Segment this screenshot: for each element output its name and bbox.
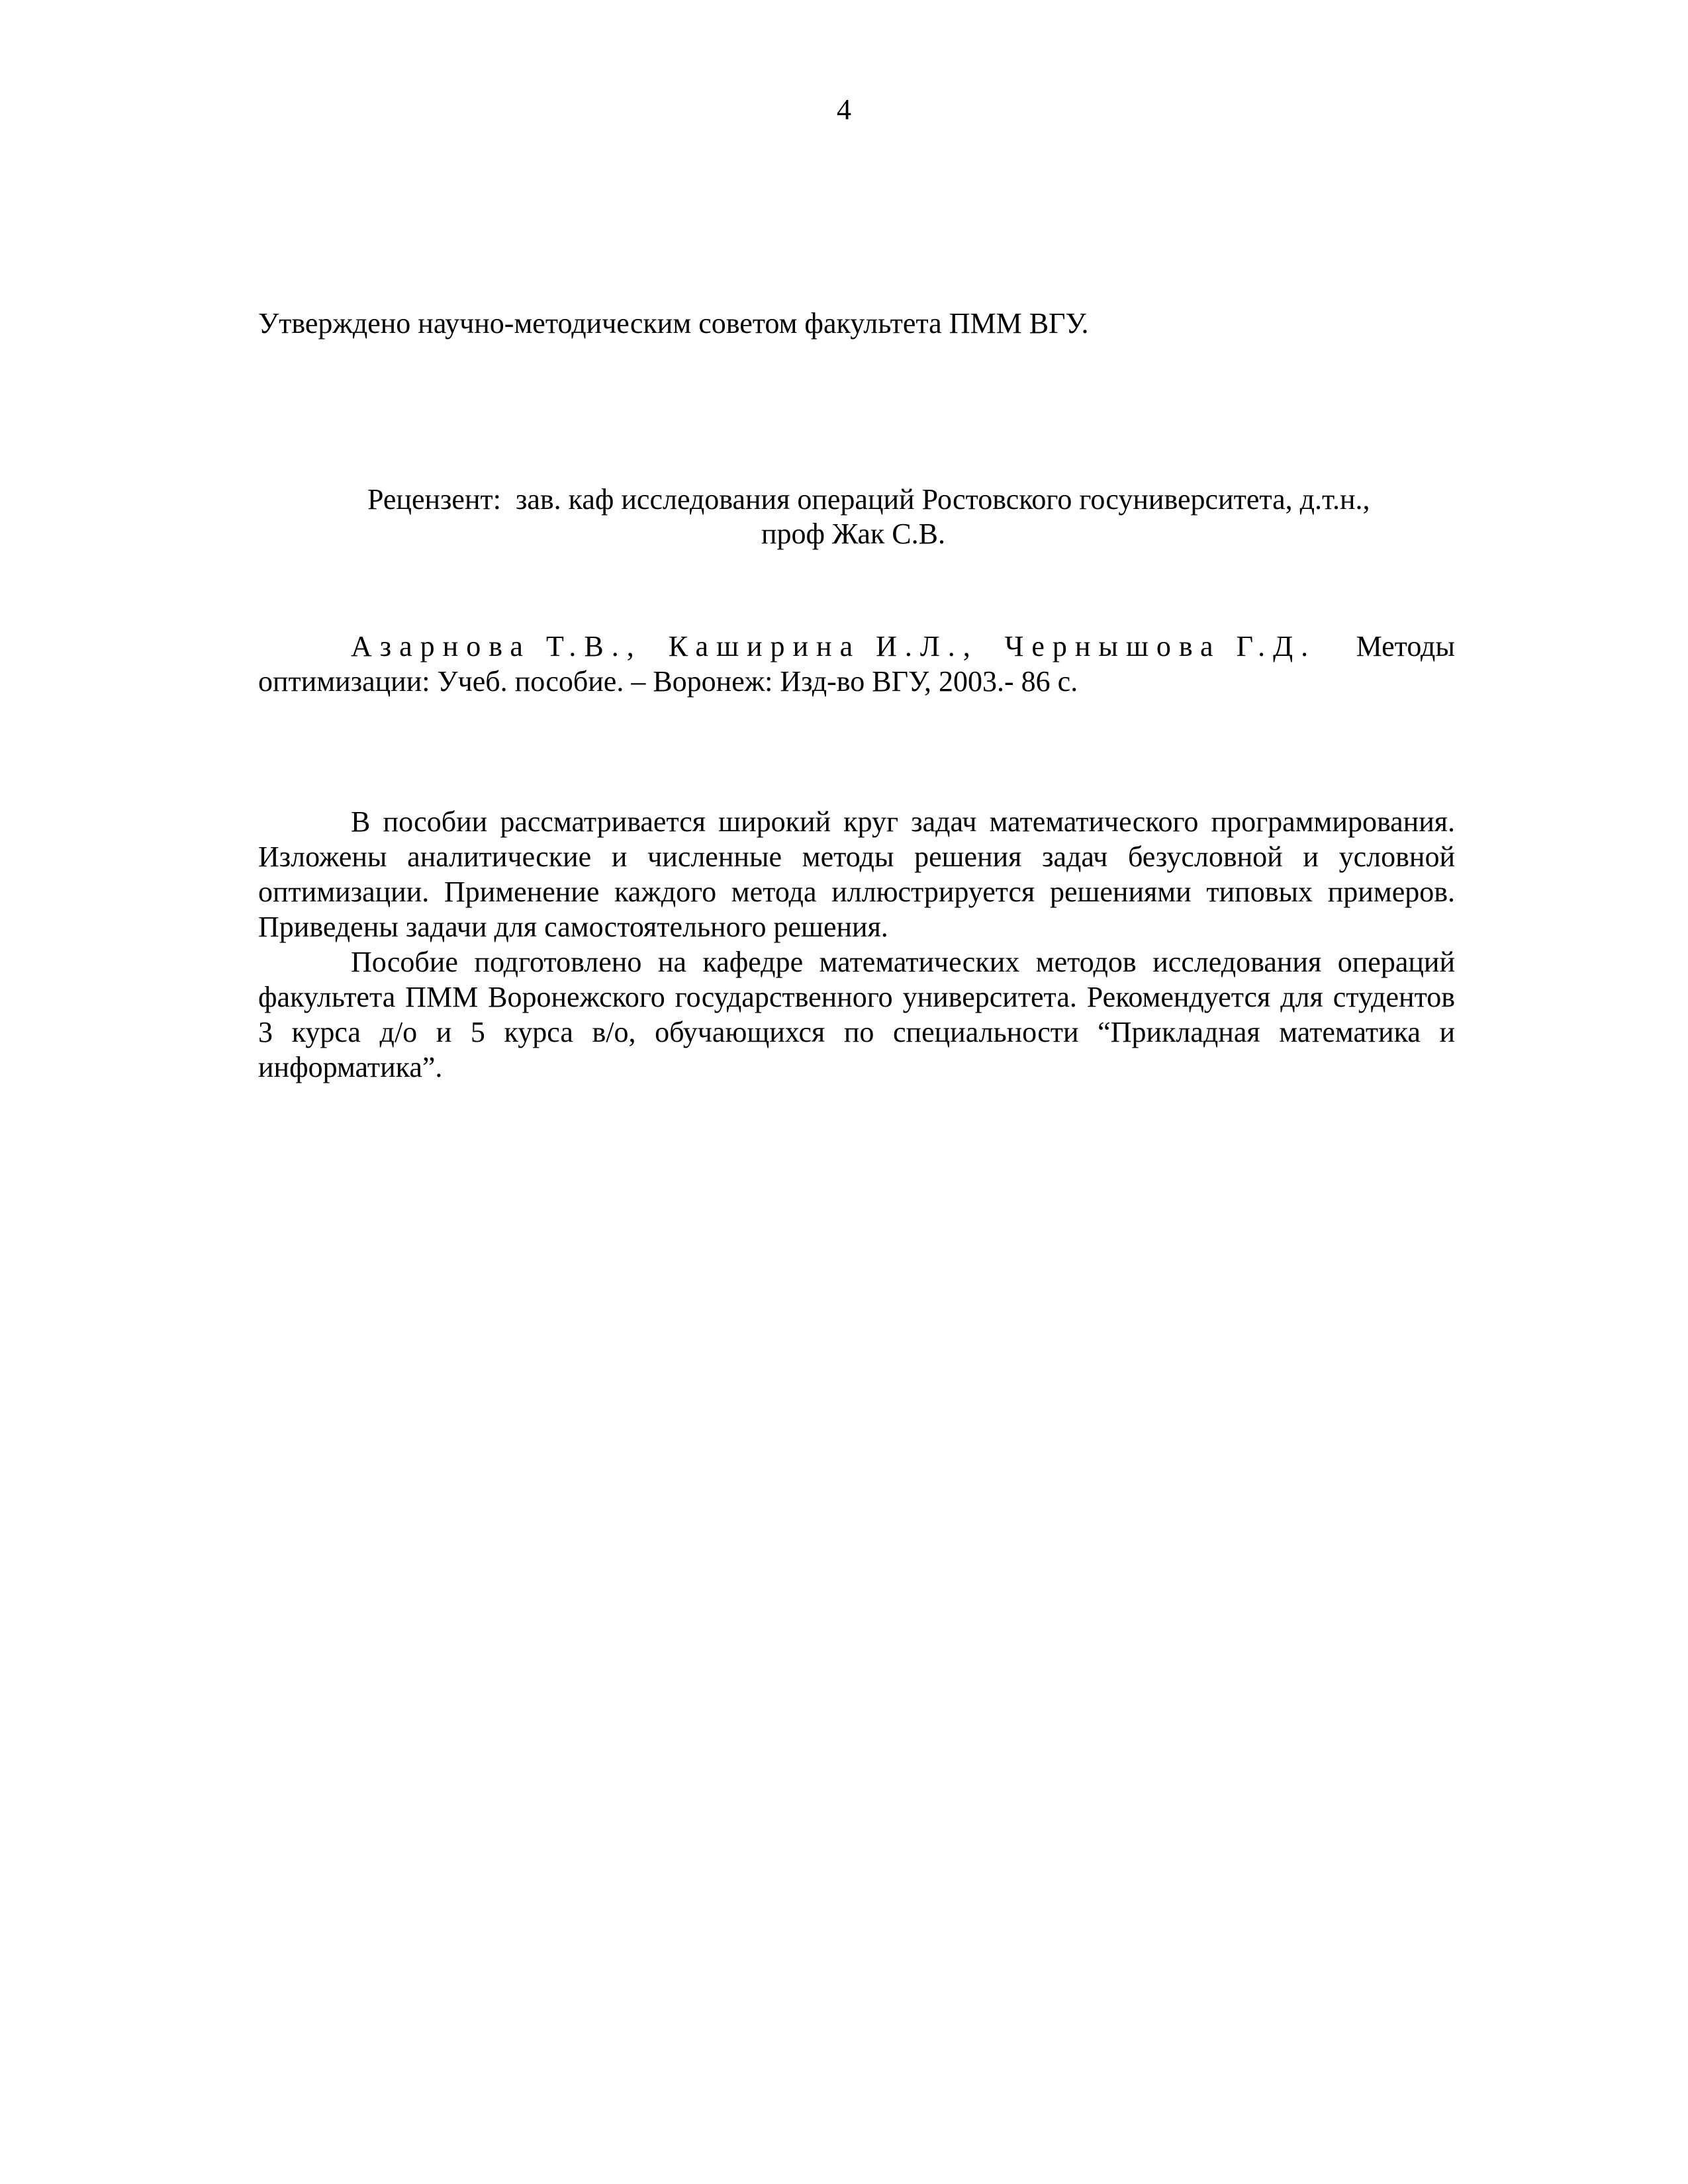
citation-first-line [258,629,1455,664]
author-2: Каширина И.Л., [668,630,978,662]
bibliographic-citation [258,629,1455,699]
page-number: 4 [837,93,851,126]
reviewer-position: зав. каф исследования операций Ростовского госуниверситета, д.т.н., [515,483,1370,516]
reviewer-label: Рецензент: [367,483,501,516]
citation-rest: оптимизации: Учеб. пособие. – Воронеж: Изд-во ВГУ, 2003.- 86 с. [258,665,1078,698]
reviewer-line-1 [367,482,1370,517]
author-1: Азарнова Т.В., [351,630,642,662]
reviewer-name: проф Жак С.В. [761,518,945,550]
abstract-paragraph-2: Пособие подготовлено на кафедре математических методов исследования операций факультета ПММ Воронежского государственного университета. Рекомендуется для студентов 3 курса д/о и 5 курса в/о, обучающихся по специальности “Прикладная математика и информатика”. [258,946,1455,1083]
approval-statement: Утверждено научно-методическим советом факультета ПММ ВГУ. [258,307,1089,340]
citation-authors [351,629,1342,664]
abstract [258,804,1455,1085]
abstract-paragraph-1: В пособии рассматривается широкий круг задач математического программирования. Изложены аналитические и численные методы решения задач безусловной и условной оптимизации. Применение каждого метода иллюстрируется решениями типовых примеров. Приведены задачи для самостоятельного решения. [258,805,1455,943]
citation-title-start: Методы [1356,630,1455,662]
author-3: Чернышова Г.Д. [1004,630,1317,662]
